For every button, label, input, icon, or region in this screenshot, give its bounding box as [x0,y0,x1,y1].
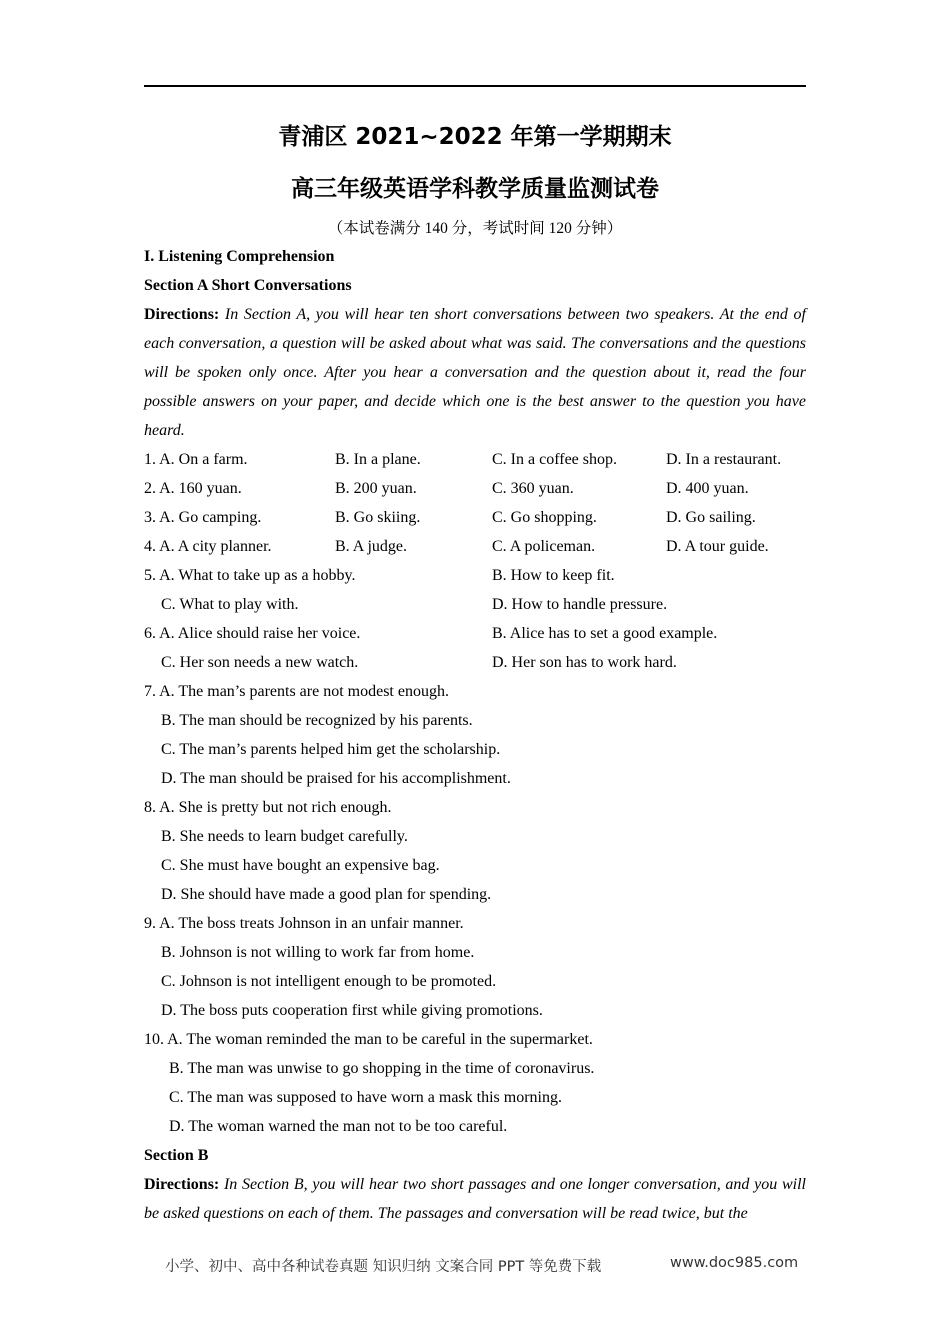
directions-label: Directions: [144,1176,220,1193]
page-footer [165,1255,805,1276]
option-a: 5. A. What to take up as a hobby. [144,567,356,584]
exam-info: （本试卷满分 140 分，考试时间 120 分钟） [327,220,623,237]
option-a: 1. A. On a farm. [144,451,248,468]
option-d: D. 400 yuan. [666,480,749,497]
question-8-option-b: B. She needs to learn budget carefully. [161,828,408,845]
question-10-option-c: C. The man was supposed to have worn a mask this morning. [169,1089,562,1106]
question-8-option-a: 8. A. She is pretty but not rich enough. [144,799,392,816]
option-d: D. In a restaurant. [666,451,782,468]
option-c: C. In a coffee shop. [492,451,617,468]
section-b-heading: Section B [144,1147,209,1164]
section-a-heading: Section A Short Conversations [144,277,352,294]
option-a: 2. A. 160 yuan. [144,480,242,497]
question-6 [144,619,806,648]
directions-text: In Section B, you will hear two short passages and one longer conversation, and you will be asked questions on each of them. The passages and conversation will be read twice, but the [144,1176,806,1222]
option-c: C. A policeman. [492,538,596,555]
directions-label: Directions: [144,306,220,323]
question-5 [144,561,806,590]
option-c: C. 360 yuan. [492,480,574,497]
option-d: D. A tour guide. [666,538,769,555]
question-10-option-a: 10. A. The woman reminded the man to be careful in the supermarket. [144,1031,593,1048]
section-a-directions [144,300,806,445]
question-7-option-b: B. The man should be recognized by his parents. [161,712,473,729]
question-7-option-d: D. The man should be praised for his accomplishment. [161,770,511,787]
option-b: B. Alice has to set a good example. [492,625,718,642]
question-6-cont [144,648,806,677]
part-heading: I. Listening Comprehension [144,248,335,265]
option-b: B. In a plane. [335,451,421,468]
option-b: B. 200 yuan. [335,480,417,497]
footer-text: 小学、初中、高中各种试卷真题 知识归纳 文案合同 PPT 等免费下载 [165,1259,602,1275]
exam-subtitle: 高三年级英语学科教学质量监测试卷 [291,176,659,202]
question-8-option-d: D. She should have made a good plan for spending. [161,886,492,903]
question-8-option-c: C. She must have bought an expensive bag. [161,857,440,874]
question-7-option-a: 7. A. The man’s parents are not modest enough. [144,683,449,700]
question-9-option-a: 9. A. The boss treats Johnson in an unfair manner. [144,915,464,932]
option-b: B. Go skiing. [335,509,421,526]
question-5-cont [144,590,806,619]
question-3 [144,503,806,532]
option-a: 4. A. A city planner. [144,538,272,555]
question-9-option-d: D. The boss puts cooperation first while giving promotions. [161,1002,543,1019]
option-c: C. Go shopping. [492,509,597,526]
option-d: D. How to handle pressure. [492,596,668,613]
option-b: B. A judge. [335,538,408,555]
option-c: C. Her son needs a new watch. [161,654,359,671]
exam-content [144,242,806,1228]
option-d: D. Go sailing. [666,509,756,526]
header-rule [144,85,806,87]
exam-title: 青浦区 2021~2022 年第一学期期末 [278,124,672,150]
option-a: 3. A. Go camping. [144,509,262,526]
footer-url[interactable]: www.doc985.com [670,1255,799,1271]
question-9-option-c: C. Johnson is not intelligent enough to be promoted. [161,973,497,990]
question-10-option-d: D. The woman warned the man not to be too careful. [169,1118,508,1135]
question-2 [144,474,806,503]
option-c: C. What to play with. [161,596,299,613]
directions-text: In Section A, you will hear ten short conversations between two speakers. At the end of each conversation, a question will be asked about what was said. The conversations and the questions will be spoken only once. After you hear a conversation and the question about it, read the four possible answers on your paper, and decide which one is the best answer to the question you have heard. [144,306,806,439]
question-4 [144,532,806,561]
question-9-option-b: B. Johnson is not willing to work far from home. [161,944,475,961]
question-10-option-b: B. The man was unwise to go shopping in the time of coronavirus. [169,1060,595,1077]
option-b: B. How to keep fit. [492,567,615,584]
section-b-directions [144,1170,806,1228]
question-1 [144,445,806,474]
option-d: D. Her son has to work hard. [492,654,677,671]
option-a: 6. A. Alice should raise her voice. [144,625,361,642]
question-7-option-c: C. The man’s parents helped him get the scholarship. [161,741,501,758]
